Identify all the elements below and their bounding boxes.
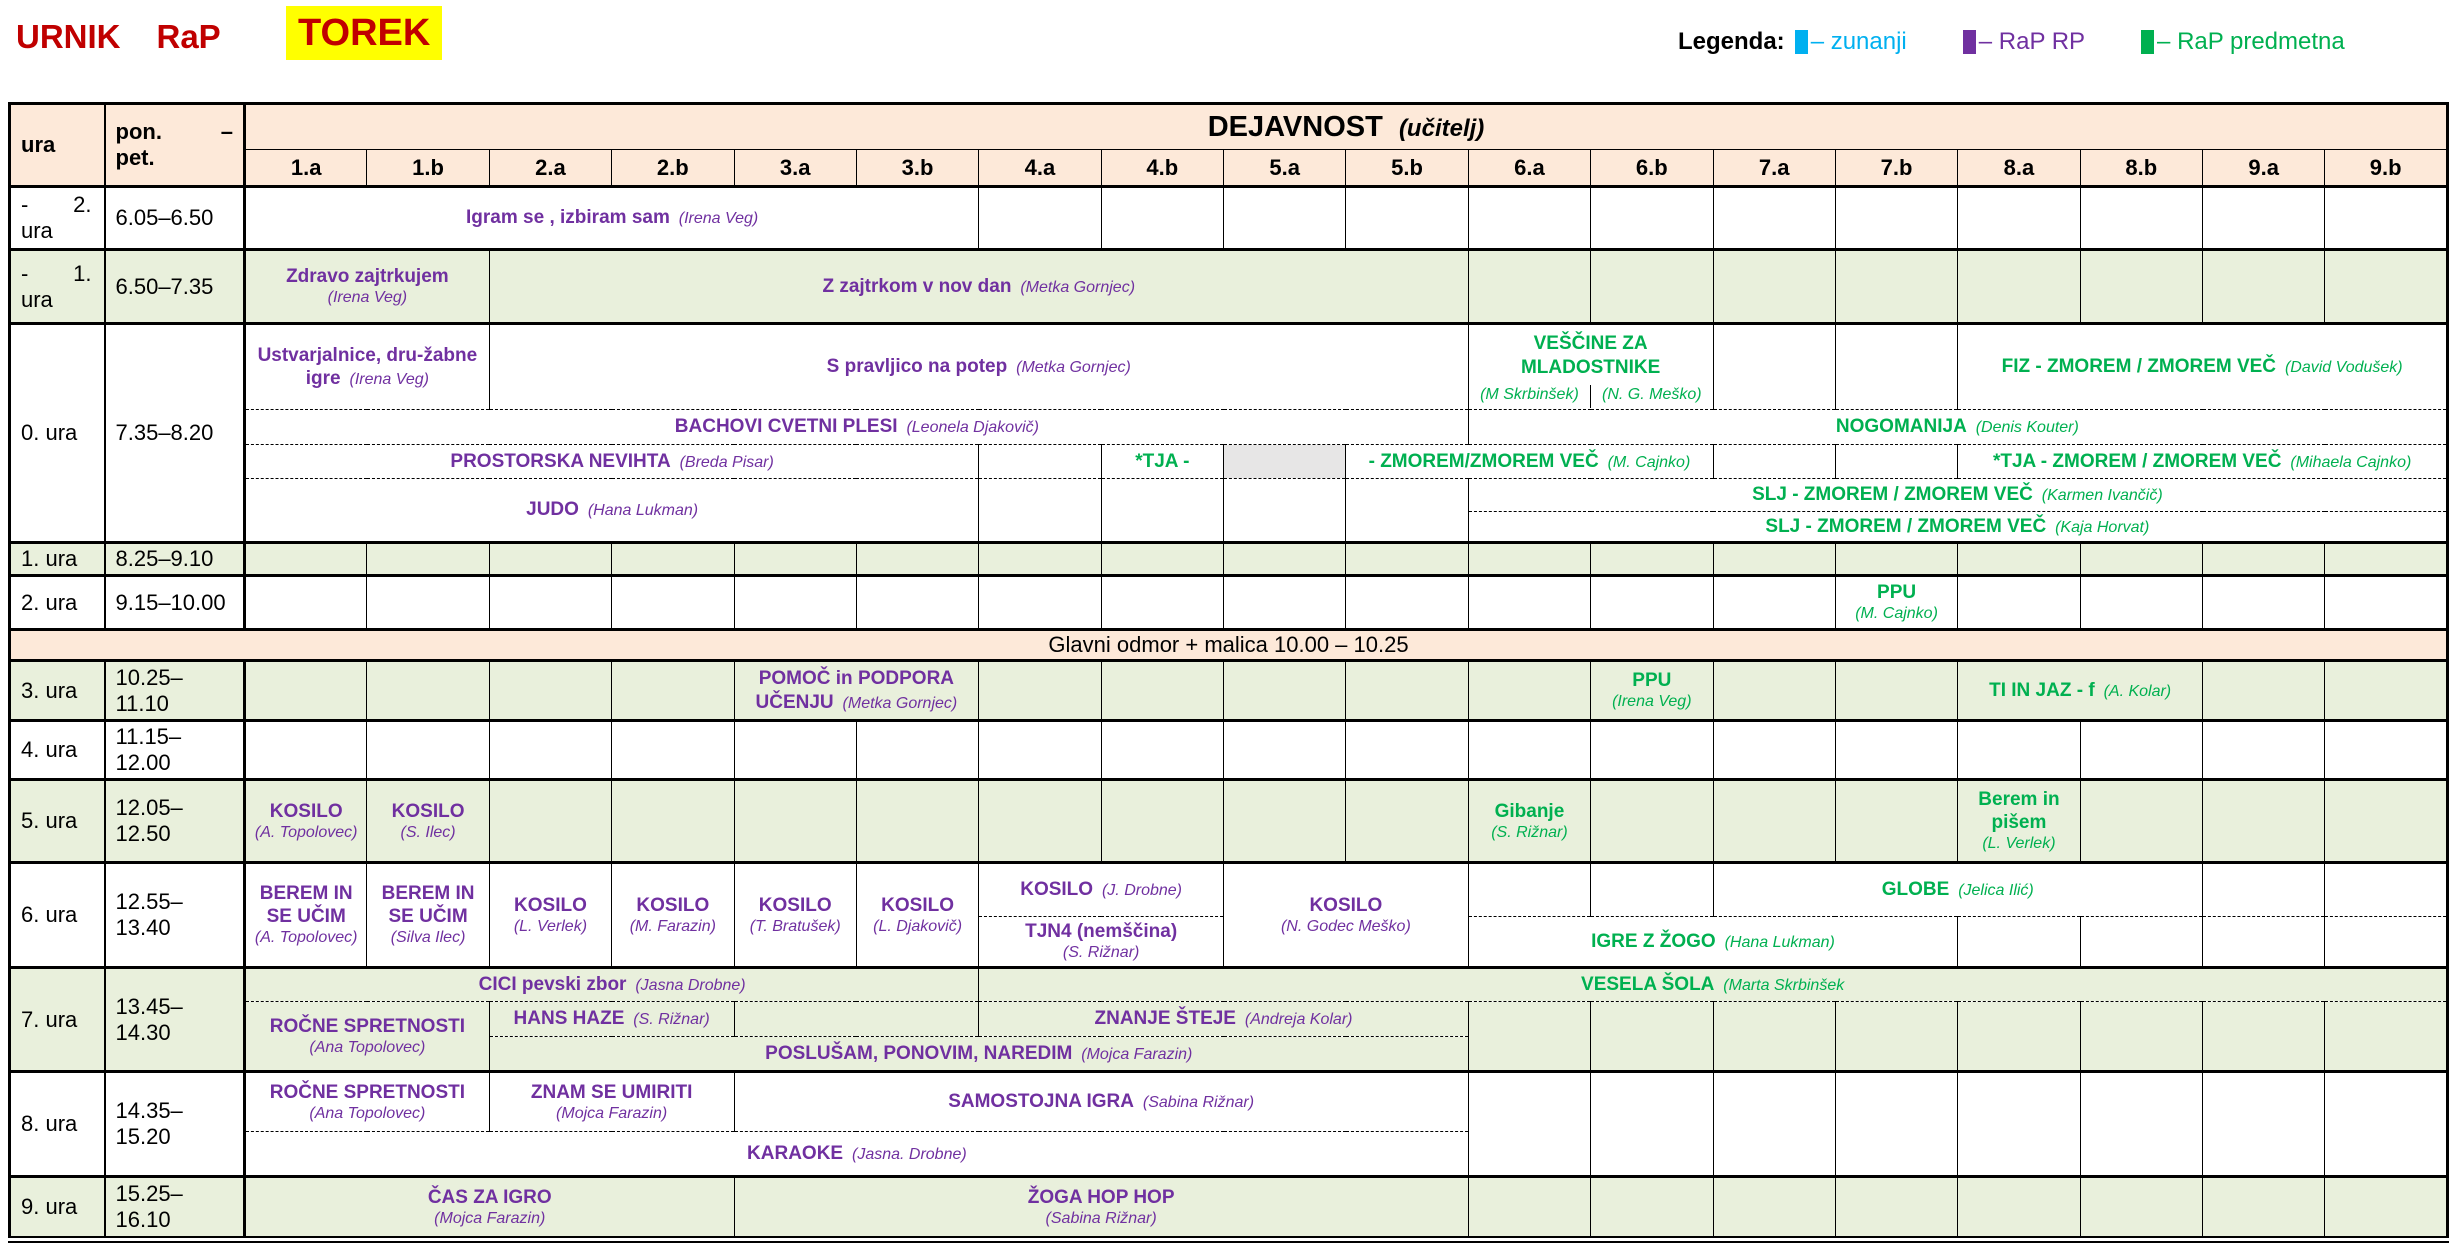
activity-cell: NOGOMANIJA (Denis Kouter) (1468, 410, 2447, 445)
row-time: 13.45–14.30 (105, 968, 245, 1072)
empty-cell (856, 576, 978, 630)
row-time: 15.25–16.10 (105, 1177, 245, 1240)
empty-cell (2203, 917, 2325, 968)
empty-cell (2080, 780, 2202, 863)
empty-cell (1346, 721, 1468, 780)
row-label: 9. ura (10, 1177, 105, 1240)
class-column-header: 4.b (1101, 150, 1223, 187)
legend-item-rap-predmetna: – RaP predmetna (2141, 28, 2345, 56)
row-time: 7.35–8.20 (105, 324, 245, 543)
empty-cell (1346, 543, 1468, 576)
activity-cell: KARAOKE (Jasna. Drobne) (245, 1132, 1469, 1177)
empty-cell (2203, 1072, 2325, 1177)
empty-cell (734, 780, 856, 863)
empty-cell (1591, 1072, 1713, 1177)
class-column-header: 5.b (1346, 150, 1468, 187)
activity-cell: FIZ - ZMOREM / ZMOREM VEČ (David Vodušek) (1958, 324, 2448, 410)
empty-cell (1713, 324, 1835, 410)
empty-cell (734, 1002, 979, 1037)
activity-cell: POSLUŠAM, PONOVIM, NAREDIM (Mojca Farazin) (489, 1037, 1468, 1072)
activity-cell: POMOČ in PODPORA UČENJU (Metka Gornjec) (734, 661, 979, 721)
row-label: 7. ura (10, 968, 105, 1072)
class-header-row (10, 150, 2448, 187)
empty-cell (1835, 721, 1957, 780)
empty-cell (2203, 576, 2325, 630)
activity-cell: KOSILO (M. Farazin) (612, 863, 734, 968)
empty-cell (734, 576, 856, 630)
empty-cell (1224, 780, 1346, 863)
empty-cell (1591, 250, 1713, 324)
row-time: 10.25–11.10 (105, 661, 245, 721)
empty-cell (2325, 917, 2448, 968)
empty-cell (734, 721, 856, 780)
empty-cell (1713, 661, 1835, 721)
timetable (8, 102, 2449, 1243)
empty-cell (979, 780, 1101, 863)
row-time: 14.35–15.20 (105, 1072, 245, 1177)
activity-cell: SLJ - ZMOREM / ZMOREM VEČ (Kaja Horvat) (1468, 512, 2447, 543)
empty-cell (1958, 1072, 2080, 1177)
empty-cell (1591, 1177, 1713, 1240)
activity-cell: ZNAM SE UMIRITI (Mojca Farazin) (489, 1072, 734, 1132)
empty-cell (1468, 576, 1590, 630)
class-column-header: 3.b (856, 150, 978, 187)
empty-cell (1958, 721, 2080, 780)
header-ura: ura (10, 104, 105, 187)
empty-cell (1101, 721, 1223, 780)
empty-cell (489, 780, 611, 863)
empty-cell (979, 479, 1101, 543)
empty-cell (489, 576, 611, 630)
empty-cell (367, 661, 489, 721)
activity-cell: BEREM IN SE UČIM (A. Topolovec) (245, 863, 367, 968)
empty-cell (1958, 187, 2080, 250)
empty-cell (1468, 187, 1590, 250)
empty-cell (1835, 324, 1957, 410)
empty-cell (1713, 187, 1835, 250)
empty-cell (2080, 1177, 2202, 1240)
row-label: - 2. ura (10, 187, 105, 250)
empty-cell (1591, 721, 1713, 780)
row-label: 1. ura (10, 543, 105, 576)
activity-cell: KOSILO (T. Bratušek) (734, 863, 856, 968)
class-column-header: 2.a (489, 150, 611, 187)
activity-cell: KOSILO (L. Djakovič) (856, 863, 978, 968)
legend (1678, 28, 2401, 56)
empty-cell (1835, 187, 1957, 250)
empty-cell (1835, 1177, 1957, 1240)
empty-cell (979, 445, 1101, 479)
empty-cell (1468, 250, 1590, 324)
empty-cell (1958, 1002, 2080, 1072)
empty-cell (1346, 479, 1468, 543)
empty-cell (1101, 661, 1223, 721)
row-label: 8. ura (10, 1072, 105, 1177)
empty-cell (2325, 780, 2448, 863)
empty-cell (489, 543, 611, 576)
empty-cell (612, 721, 734, 780)
empty-cell (1835, 1072, 1957, 1177)
empty-cell (2080, 721, 2202, 780)
empty-cell (367, 576, 489, 630)
activity-cell: KOSILO (A. Topolovec) (245, 780, 367, 863)
header-dejavnost: DEJAVNOST (učitelj) (245, 104, 2448, 150)
empty-cell (1224, 479, 1346, 543)
empty-cell (1346, 187, 1468, 250)
activity-cell: IGRE Z ŽOGO (Hana Lukman) (1468, 917, 1958, 968)
legend-swatch-purple-icon (1963, 30, 1976, 54)
class-column-header: 6.b (1591, 150, 1713, 187)
class-column-header: 9.b (2325, 150, 2448, 187)
activity-cell: KOSILO (N. Godec Meško) (1224, 863, 1469, 968)
class-column-header: 4.a (979, 150, 1101, 187)
activity-cell: Z zajtrkom v nov dan (Metka Gornjec) (489, 250, 1468, 324)
empty-cell (489, 721, 611, 780)
empty-cell (367, 543, 489, 576)
empty-cell (2325, 721, 2448, 780)
empty-cell (489, 661, 611, 721)
empty-cell (979, 721, 1101, 780)
empty-cell (2203, 780, 2325, 863)
empty-cell (1224, 661, 1346, 721)
empty-cell (1591, 187, 1713, 250)
activity-cell: KOSILO (L. Verlek) (489, 863, 611, 968)
empty-cell (1468, 661, 1590, 721)
empty-cell (2080, 917, 2202, 968)
activity-cell: ŽOGA HOP HOP (Sabina Rižnar) (734, 1177, 1468, 1240)
row-time: 12.55–13.40 (105, 863, 245, 968)
row-label: 6. ura (10, 863, 105, 968)
empty-cell (1713, 576, 1835, 630)
activity-cell: ROČNE SPRETNOSTI (Ana Topolovec) (245, 1002, 490, 1072)
activity-cell: Berem in pišem (L. Verlek) (1958, 780, 2080, 863)
empty-cell (2325, 1002, 2448, 1072)
page-title (16, 18, 221, 56)
class-column-header: 3.a (734, 150, 856, 187)
empty-cell (1713, 445, 1835, 479)
empty-cell (1591, 543, 1713, 576)
empty-cell (1835, 780, 1957, 863)
empty-cell (1224, 576, 1346, 630)
empty-cell (245, 543, 367, 576)
title-rap: RaP (156, 18, 221, 55)
break-band: Glavni odmor + malica 10.00 – 10.25 (10, 630, 2448, 661)
empty-cell (1591, 576, 1713, 630)
row-time: 11.15–12.00 (105, 721, 245, 780)
empty-cell (2325, 661, 2448, 721)
empty-cell (856, 780, 978, 863)
activity-cell: KOSILO (J. Drobne) (979, 863, 1224, 917)
activity-cell: Zdravo zajtrkujem (Irena Veg) (245, 250, 490, 324)
activity-cell: Gibanje (S. Rižnar) (1468, 780, 1590, 863)
class-column-header: 7.a (1713, 150, 1835, 187)
activity-cell: CICI pevski zbor (Jasna Drobne) (245, 968, 979, 1002)
empty-cell (1101, 479, 1223, 543)
empty-cell (1468, 863, 1590, 917)
class-column-header: 2.b (612, 150, 734, 187)
empty-cell (979, 543, 1101, 576)
activity-cell: HANS HAZE (S. Rižnar) (489, 1002, 734, 1037)
row-label: 2. ura (10, 576, 105, 630)
empty-cell (1346, 780, 1468, 863)
empty-cell (1468, 721, 1590, 780)
class-column-header: 6.a (1468, 150, 1590, 187)
empty-cell (2080, 187, 2202, 250)
empty-cell (1835, 543, 1957, 576)
empty-cell (1468, 1002, 1590, 1072)
empty-cell (2325, 187, 2448, 250)
empty-cell (1835, 1002, 1957, 1072)
day-badge: TOREK (286, 6, 442, 60)
empty-cell (979, 187, 1101, 250)
empty-cell (856, 543, 978, 576)
empty-cell (2203, 661, 2325, 721)
empty-cell (1224, 721, 1346, 780)
empty-cell (1958, 543, 2080, 576)
activity-cell: SAMOSTOJNA IGRA (Sabina Rižnar) (734, 1072, 1468, 1132)
empty-cell (612, 661, 734, 721)
empty-cell (2325, 543, 2448, 576)
empty-cell (2325, 1177, 2448, 1240)
row-time: 12.05–12.50 (105, 780, 245, 863)
activity-cell: Igram se , izbiram sam (Irena Veg) (245, 187, 979, 250)
empty-cell (1468, 1072, 1590, 1177)
activity-cell: KOSILO (S. Ilec) (367, 780, 489, 863)
class-column-header: 8.a (1958, 150, 2080, 187)
activity-cell: SLJ - ZMOREM / ZMOREM VEČ (Karmen Ivančič) (1468, 479, 2447, 512)
row-label: 3. ura (10, 661, 105, 721)
empty-cell (1101, 187, 1223, 250)
empty-cell (1713, 1072, 1835, 1177)
empty-cell (2325, 863, 2448, 917)
row-label: 4. ura (10, 721, 105, 780)
empty-cell (1101, 576, 1223, 630)
activity-cell: BEREM IN SE UČIM (Silva Ilec) (367, 863, 489, 968)
empty-cell (2203, 1177, 2325, 1240)
empty-cell (2080, 543, 2202, 576)
empty-cell (856, 721, 978, 780)
empty-cell (1713, 721, 1835, 780)
empty-cell (1958, 250, 2080, 324)
empty-cell (1468, 1177, 1590, 1240)
row-time: 6.05–6.50 (105, 187, 245, 250)
class-column-header: 5.a (1224, 150, 1346, 187)
row-label: - 1. ura (10, 250, 105, 324)
header-pon-pet: pon. – pet. (105, 104, 245, 187)
activity-cell: BACHOVI CVETNI PLESI (Leonela Djakovič) (245, 410, 1469, 445)
empty-cell (1958, 917, 2080, 968)
row-time: 8.25–9.10 (105, 543, 245, 576)
empty-cell (2325, 1072, 2448, 1177)
title-urnik: URNIK (16, 18, 121, 55)
timetable-header (10, 104, 2448, 187)
class-column-header: 9.a (2203, 150, 2325, 187)
activity-cell: Ustvarjalnice, dru-žabne igre (Irena Veg) (245, 324, 490, 410)
legend-swatch-blue-icon (1795, 30, 1808, 54)
empty-cell (1713, 1002, 1835, 1072)
activity-cell: PPU (Irena Veg) (1591, 661, 1713, 721)
empty-cell (1591, 1002, 1713, 1072)
empty-cell (2203, 543, 2325, 576)
empty-cell (612, 780, 734, 863)
empty-cell (1346, 576, 1468, 630)
empty-cell (612, 576, 734, 630)
empty-cell (1713, 543, 1835, 576)
legend-item-zunanji: – zunanji (1795, 28, 1907, 56)
empty-cell (1101, 543, 1223, 576)
empty-cell (1591, 780, 1713, 863)
activity-cell: ZNANJE ŠTEJE (Andreja Kolar) (979, 1002, 1469, 1037)
empty-cell (979, 661, 1101, 721)
activity-cell: PPU (M. Cajnko) (1835, 576, 1957, 630)
empty-cell (1835, 661, 1957, 721)
empty-cell (2203, 187, 2325, 250)
activity-cell: ROČNE SPRETNOSTI (Ana Topolovec) (245, 1072, 490, 1132)
empty-cell (1101, 780, 1223, 863)
empty-cell (2080, 576, 2202, 630)
empty-cell (1591, 863, 1713, 917)
empty-cell (2203, 250, 2325, 324)
timetable-body (10, 187, 2448, 1240)
class-column-header: 8.b (2080, 150, 2202, 187)
empty-cell (2080, 1072, 2202, 1177)
activity-cell: TI IN JAZ - f (A. Kolar) (1958, 661, 2203, 721)
empty-cell (2080, 250, 2202, 324)
legend-item-rap-rp: – RaP RP (1963, 28, 2085, 56)
empty-cell (1835, 250, 1957, 324)
empty-cell (734, 543, 856, 576)
activity-cell: VEŠČINE ZA MLADOSTNIKE (M Skrbinšek) (N. G. Meško) (1468, 324, 1713, 410)
activity-cell: *TJA - (1101, 445, 1223, 479)
empty-cell (2203, 721, 2325, 780)
row-label: 5. ura (10, 780, 105, 863)
activity-cell: JUDO (Hana Lukman) (245, 479, 979, 543)
empty-cell (245, 721, 367, 780)
legend-swatch-green-icon (2141, 30, 2154, 54)
activity-cell: VESELA ŠOLA (Marta Skrbinšek (979, 968, 2448, 1002)
empty-cell (2203, 1002, 2325, 1072)
row-time: 6.50–7.35 (105, 250, 245, 324)
row-label: 0. ura (10, 324, 105, 543)
empty-cell (1224, 187, 1346, 250)
activity-cell: PROSTORSKA NEVIHTA (Breda Pisar) (245, 445, 979, 479)
class-column-header: 7.b (1835, 150, 1957, 187)
empty-cell (1713, 250, 1835, 324)
empty-cell (367, 721, 489, 780)
activity-cell: ČAS ZA IGRO (Mojca Farazin) (245, 1177, 735, 1240)
empty-cell (1224, 445, 1346, 479)
class-column-header: 1.a (245, 150, 367, 187)
empty-cell (1713, 780, 1835, 863)
empty-cell (1468, 543, 1590, 576)
empty-cell (1835, 445, 1957, 479)
empty-cell (2080, 1002, 2202, 1072)
row-time: 9.15–10.00 (105, 576, 245, 630)
empty-cell (1713, 1177, 1835, 1240)
activity-cell: - ZMOREM/ZMOREM VEČ (M. Cajnko) (1346, 445, 1713, 479)
empty-cell (979, 576, 1101, 630)
empty-cell (1346, 661, 1468, 721)
empty-cell (2325, 576, 2448, 630)
class-column-header: 1.b (367, 150, 489, 187)
activity-cell: S pravljico na potep (Metka Gornjec) (489, 324, 1468, 410)
empty-cell (245, 661, 367, 721)
empty-cell (612, 543, 734, 576)
activity-cell: TJN4 (nemščina) (S. Rižnar) (979, 917, 1224, 968)
empty-cell (2325, 250, 2448, 324)
legend-label: Legenda: (1678, 28, 1785, 55)
activity-cell: *TJA - ZMOREM / ZMOREM VEČ (Mihaela Cajnko) (1958, 445, 2448, 479)
empty-cell (245, 576, 367, 630)
empty-cell (1224, 543, 1346, 576)
empty-cell (1958, 576, 2080, 630)
empty-cell (2203, 863, 2325, 917)
empty-cell (1958, 1177, 2080, 1240)
activity-cell: GLOBE (Jelica Ilić) (1713, 863, 2203, 917)
